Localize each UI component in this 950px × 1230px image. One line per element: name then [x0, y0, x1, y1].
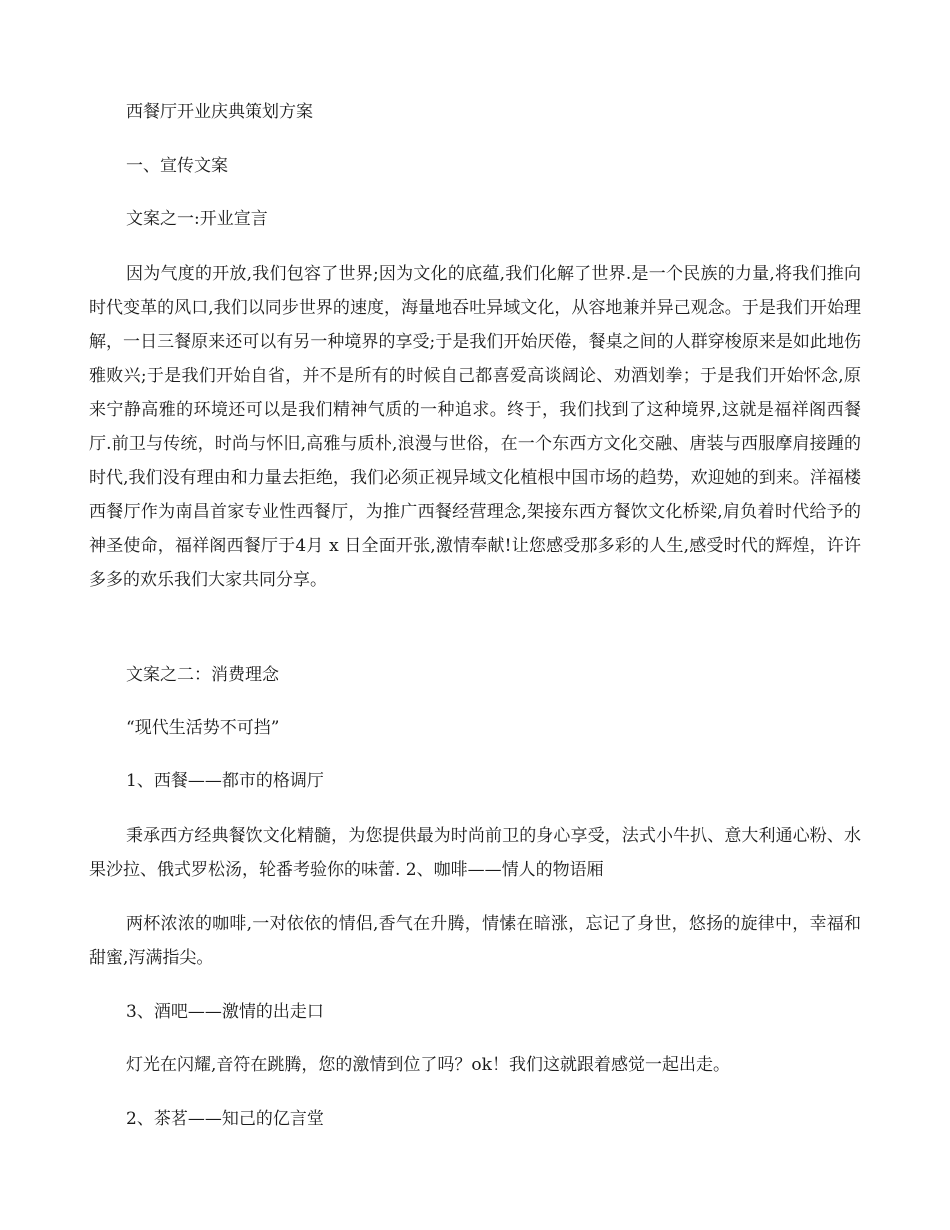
item-three-body: 灯光在闪耀,音符在跳腾，您的激情到位了吗？ok！我们这就跟着感觉一起出走。: [126, 1055, 730, 1075]
copy-one-heading: 文案之一:开业宣言: [126, 209, 268, 229]
document-title: 西餐厅开业庆典策划方案: [126, 102, 313, 122]
slogan: “现代生活势不可挡”: [126, 718, 280, 738]
item-one-heading: 1、西餐——都市的格调厅: [126, 771, 324, 791]
item-two-body: 两杯浓浓的咖啡,一对依依的情侣,香气在升腾，情愫在暗涨，忘记了身世，悠扬的旋律中，幸福和甜蜜,泻满指尖。: [89, 914, 861, 968]
item-four-heading: 2、茶茗——知己的亿言堂: [126, 1109, 324, 1129]
section-heading: 一、宣传文案: [126, 156, 228, 176]
item-one-body: 秉承西方经典餐饮文化精髓，为您提供最为时尚前卫的身心享受，法式小牛扒、意大利通心粉、水果沙拉、俄式罗松汤，轮番考验你的味蕾. 2、咖啡——情人的物语厢: [89, 826, 861, 880]
copy-two-heading: 文案之二：消费理念: [126, 665, 279, 685]
copy-one-body: 因为气度的开放,我们包容了世界;因为文化的底蕴,我们化解了世界.是一个民族的力量,将我们推向时代变革的风口,我们以同步世界的速度，海量地吞吐异域文化，从容地兼并异己观念。于是我们开始理解，一日三餐原来还可以有另一种境界的享受;于是我们开始厌倦，餐桌之间的人群穿梭原来是如此地伤雅败兴;于是我们开始自省，并不是所有的时候自己都喜爱高谈阔论、劝酒划拳；于是我们开始怀念,原来宁静高雅的环境还可以是我们精神气质的一种追求。终于，我们找到了这种境界,这就是福祥阁西餐厅.前卫与传统，时尚与怀旧,高雅与质朴,浪漫与世俗，在一个东西方文化交融、唐装与西服摩肩接踵的时代,我们没有理由和力量去拒绝，我们必须正视异域文化植根中国市场的趋势，欢迎她的到来。洋福楼西餐厅作为南昌首家专业性西餐厅，为推广西餐经营理念,架接东西方餐饮文化桥梁,肩负着时代给予的神圣使命，福祥阁西餐厅于4月 x 日全面开张,激情奉献!让您感受那多彩的人生,感受时代的辉煌，许许多多的欢乐我们大家共同分享。: [89, 264, 861, 590]
item-three-heading: 3、酒吧——激情的出走口: [126, 1002, 324, 1022]
